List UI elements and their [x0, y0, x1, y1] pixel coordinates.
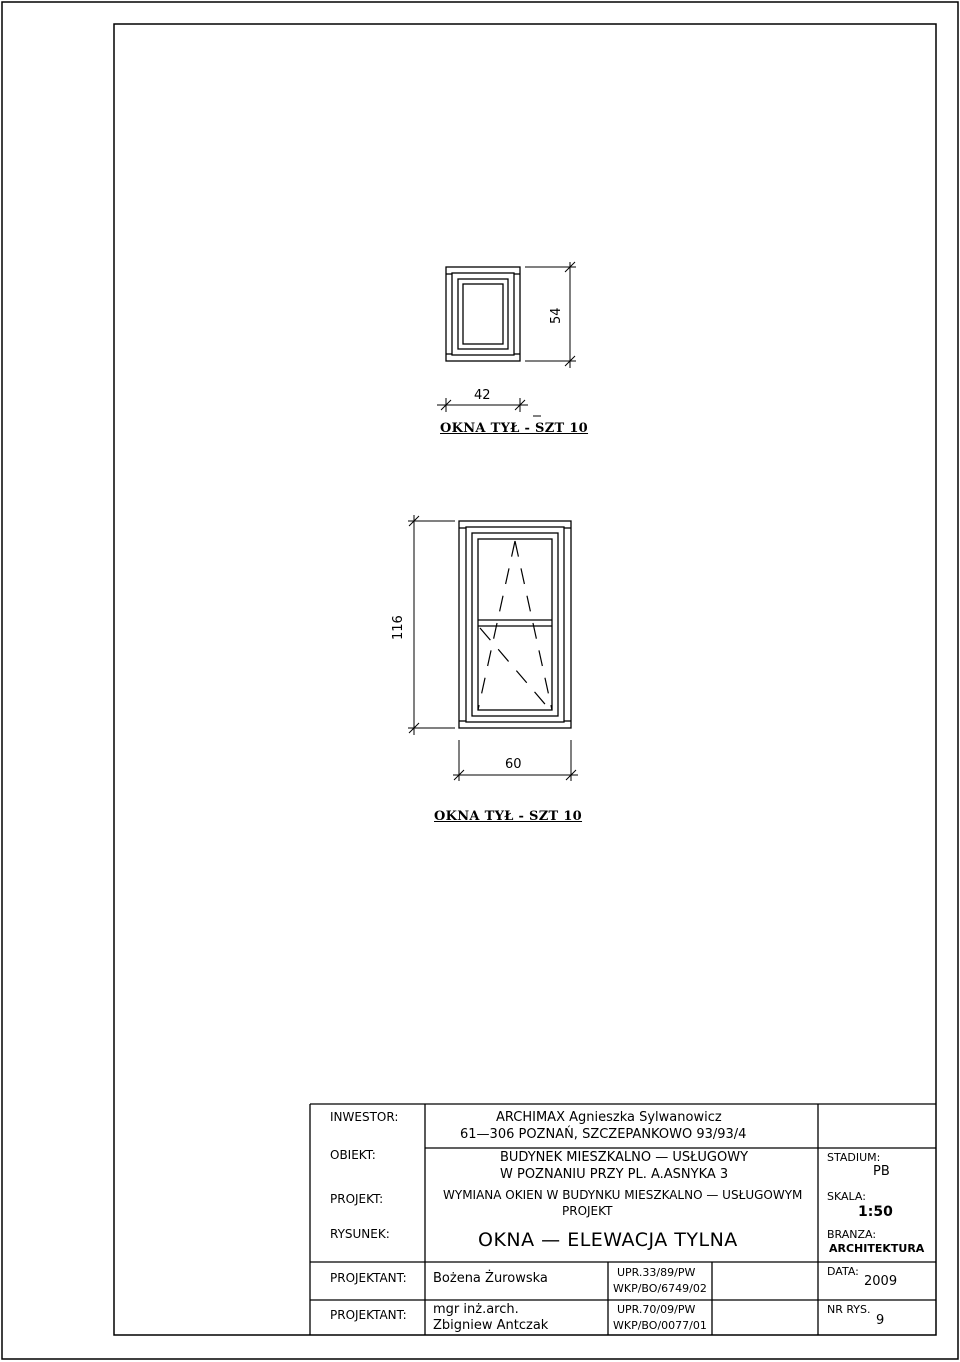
inwestor-address: 61—306 POZNAŃ, SZCZEPANKOWO 93/93/4 — [460, 1127, 747, 1142]
projektant2-upr1: UPR.70/09/PW — [617, 1303, 696, 1316]
projektant1-label: PROJEKTANT: — [330, 1271, 407, 1285]
obiekt-label: OBIEKT: — [330, 1148, 376, 1162]
nr-rys-label: NR RYS. — [827, 1303, 871, 1316]
window-large-caption: OKNA TYŁ - SZT 10 — [434, 809, 583, 824]
rysunek-title: OKNA — ELEWACJA TYLNA — [478, 1229, 738, 1251]
projekt-line2: PROJEKT — [562, 1204, 613, 1218]
data-label: DATA: — [827, 1265, 859, 1278]
window-small-width-label: 42 — [474, 388, 491, 403]
projektant1-upr2: WKP/BO/6749/02 — [613, 1282, 707, 1295]
skala-value: 1:50 — [858, 1204, 893, 1220]
projektant2-title: mgr inż.arch. — [433, 1302, 519, 1317]
window-large-height-dimension — [408, 515, 455, 735]
obiekt-line2: W POZNANIU PRZY PL. A.ASNYKA 3 — [500, 1167, 729, 1182]
window-small-caption: OKNA TYŁ - SZT 10 — [440, 421, 589, 436]
branza-value: ARCHITEKTURA — [829, 1242, 925, 1255]
obiekt-line1: BUDYNEK MIESZKALNO — USŁUGOWY — [500, 1150, 749, 1165]
branza-label: BRANZA: — [827, 1228, 877, 1241]
projektant1-upr1: UPR.33/89/PW — [617, 1266, 696, 1279]
window-large-height-label: 116 — [391, 615, 406, 640]
stadium-value: PB — [873, 1164, 890, 1179]
projekt-line1: WYMIANA OKIEN W BUDYNKU MIESZKALNO — USŁUGOWYM — [443, 1188, 803, 1202]
window-large-width-label: 60 — [505, 757, 522, 772]
inwestor-name: ARCHIMAX Agnieszka Sylwanowicz — [496, 1110, 722, 1125]
rysunek-label: RYSUNEK: — [330, 1227, 390, 1241]
inwestor-label: INWESTOR: — [330, 1110, 399, 1124]
skala-label: SKALA: — [827, 1190, 866, 1203]
nr-rys-value: 9 — [876, 1313, 885, 1328]
window-small-height-label: 54 — [549, 307, 564, 324]
projektant2-label: PROJEKTANT: — [330, 1308, 407, 1322]
window-large-elevation — [459, 521, 571, 728]
stadium-label: STADIUM: — [827, 1151, 881, 1164]
projektant1-name: Bożena Żurowska — [433, 1271, 548, 1286]
window-small-elevation — [446, 267, 520, 361]
data-value: 2009 — [864, 1274, 898, 1289]
projektant2-name: Zbigniew Antczak — [433, 1318, 549, 1333]
projekt-label: PROJEKT: — [330, 1192, 384, 1206]
projektant2-upr2: WKP/BO/0077/01 — [613, 1319, 707, 1332]
